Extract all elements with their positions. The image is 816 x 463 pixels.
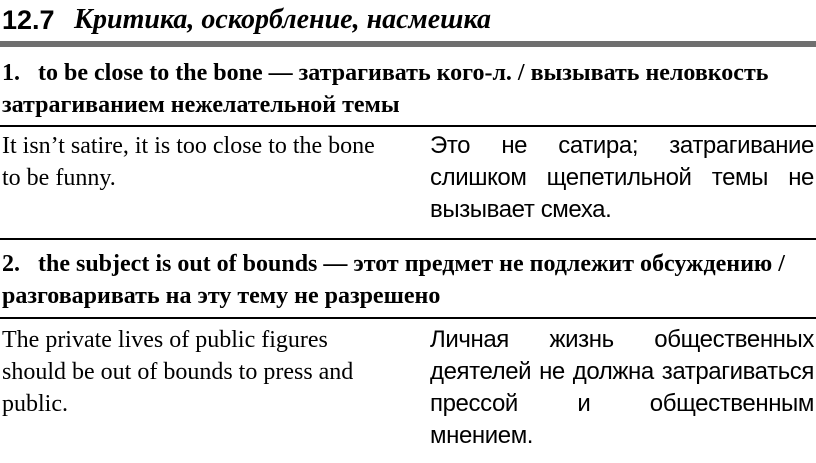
entry-1-divider — [0, 125, 816, 127]
entry-2-heading — [2, 248, 814, 312]
section-divider — [0, 41, 816, 47]
entry-1-heading — [2, 57, 814, 121]
entry-2-divider — [0, 317, 816, 319]
entry-1-english-example: It isn’t satire, it is too close to the bone to be funny. — [2, 133, 375, 191]
entry-2-russian-translation: Личная жизнь общественных деятелей не должна затрагиваться прессой и общественным мнением. — [430, 326, 814, 449]
entry-1-russian-translation: Это не сатира; затрагивание слишком щепетильной темы не вызывает смеха. — [430, 132, 814, 223]
section-title: Критика, оскорбление, насмешка — [74, 4, 491, 35]
section-number: 12.7 — [2, 5, 55, 35]
entry-2-heading-text: the subject is out of bounds — этот предмет не подлежит обсуждению / разговаривать на эту тему не разрешено — [2, 251, 785, 309]
entry-2-number: 2. — [2, 251, 20, 277]
entry-1-heading-text: to be close to the bone — затрагивать кого-л. / вызывать неловкость затрагиванием нежелательной темы — [2, 60, 769, 118]
entry-2-english-example: The private lives of public figures should be out of bounds to press and public. — [2, 327, 354, 417]
section-header — [0, 0, 816, 42]
entry-1-number: 1. — [2, 60, 20, 86]
entry-separator — [0, 238, 816, 240]
